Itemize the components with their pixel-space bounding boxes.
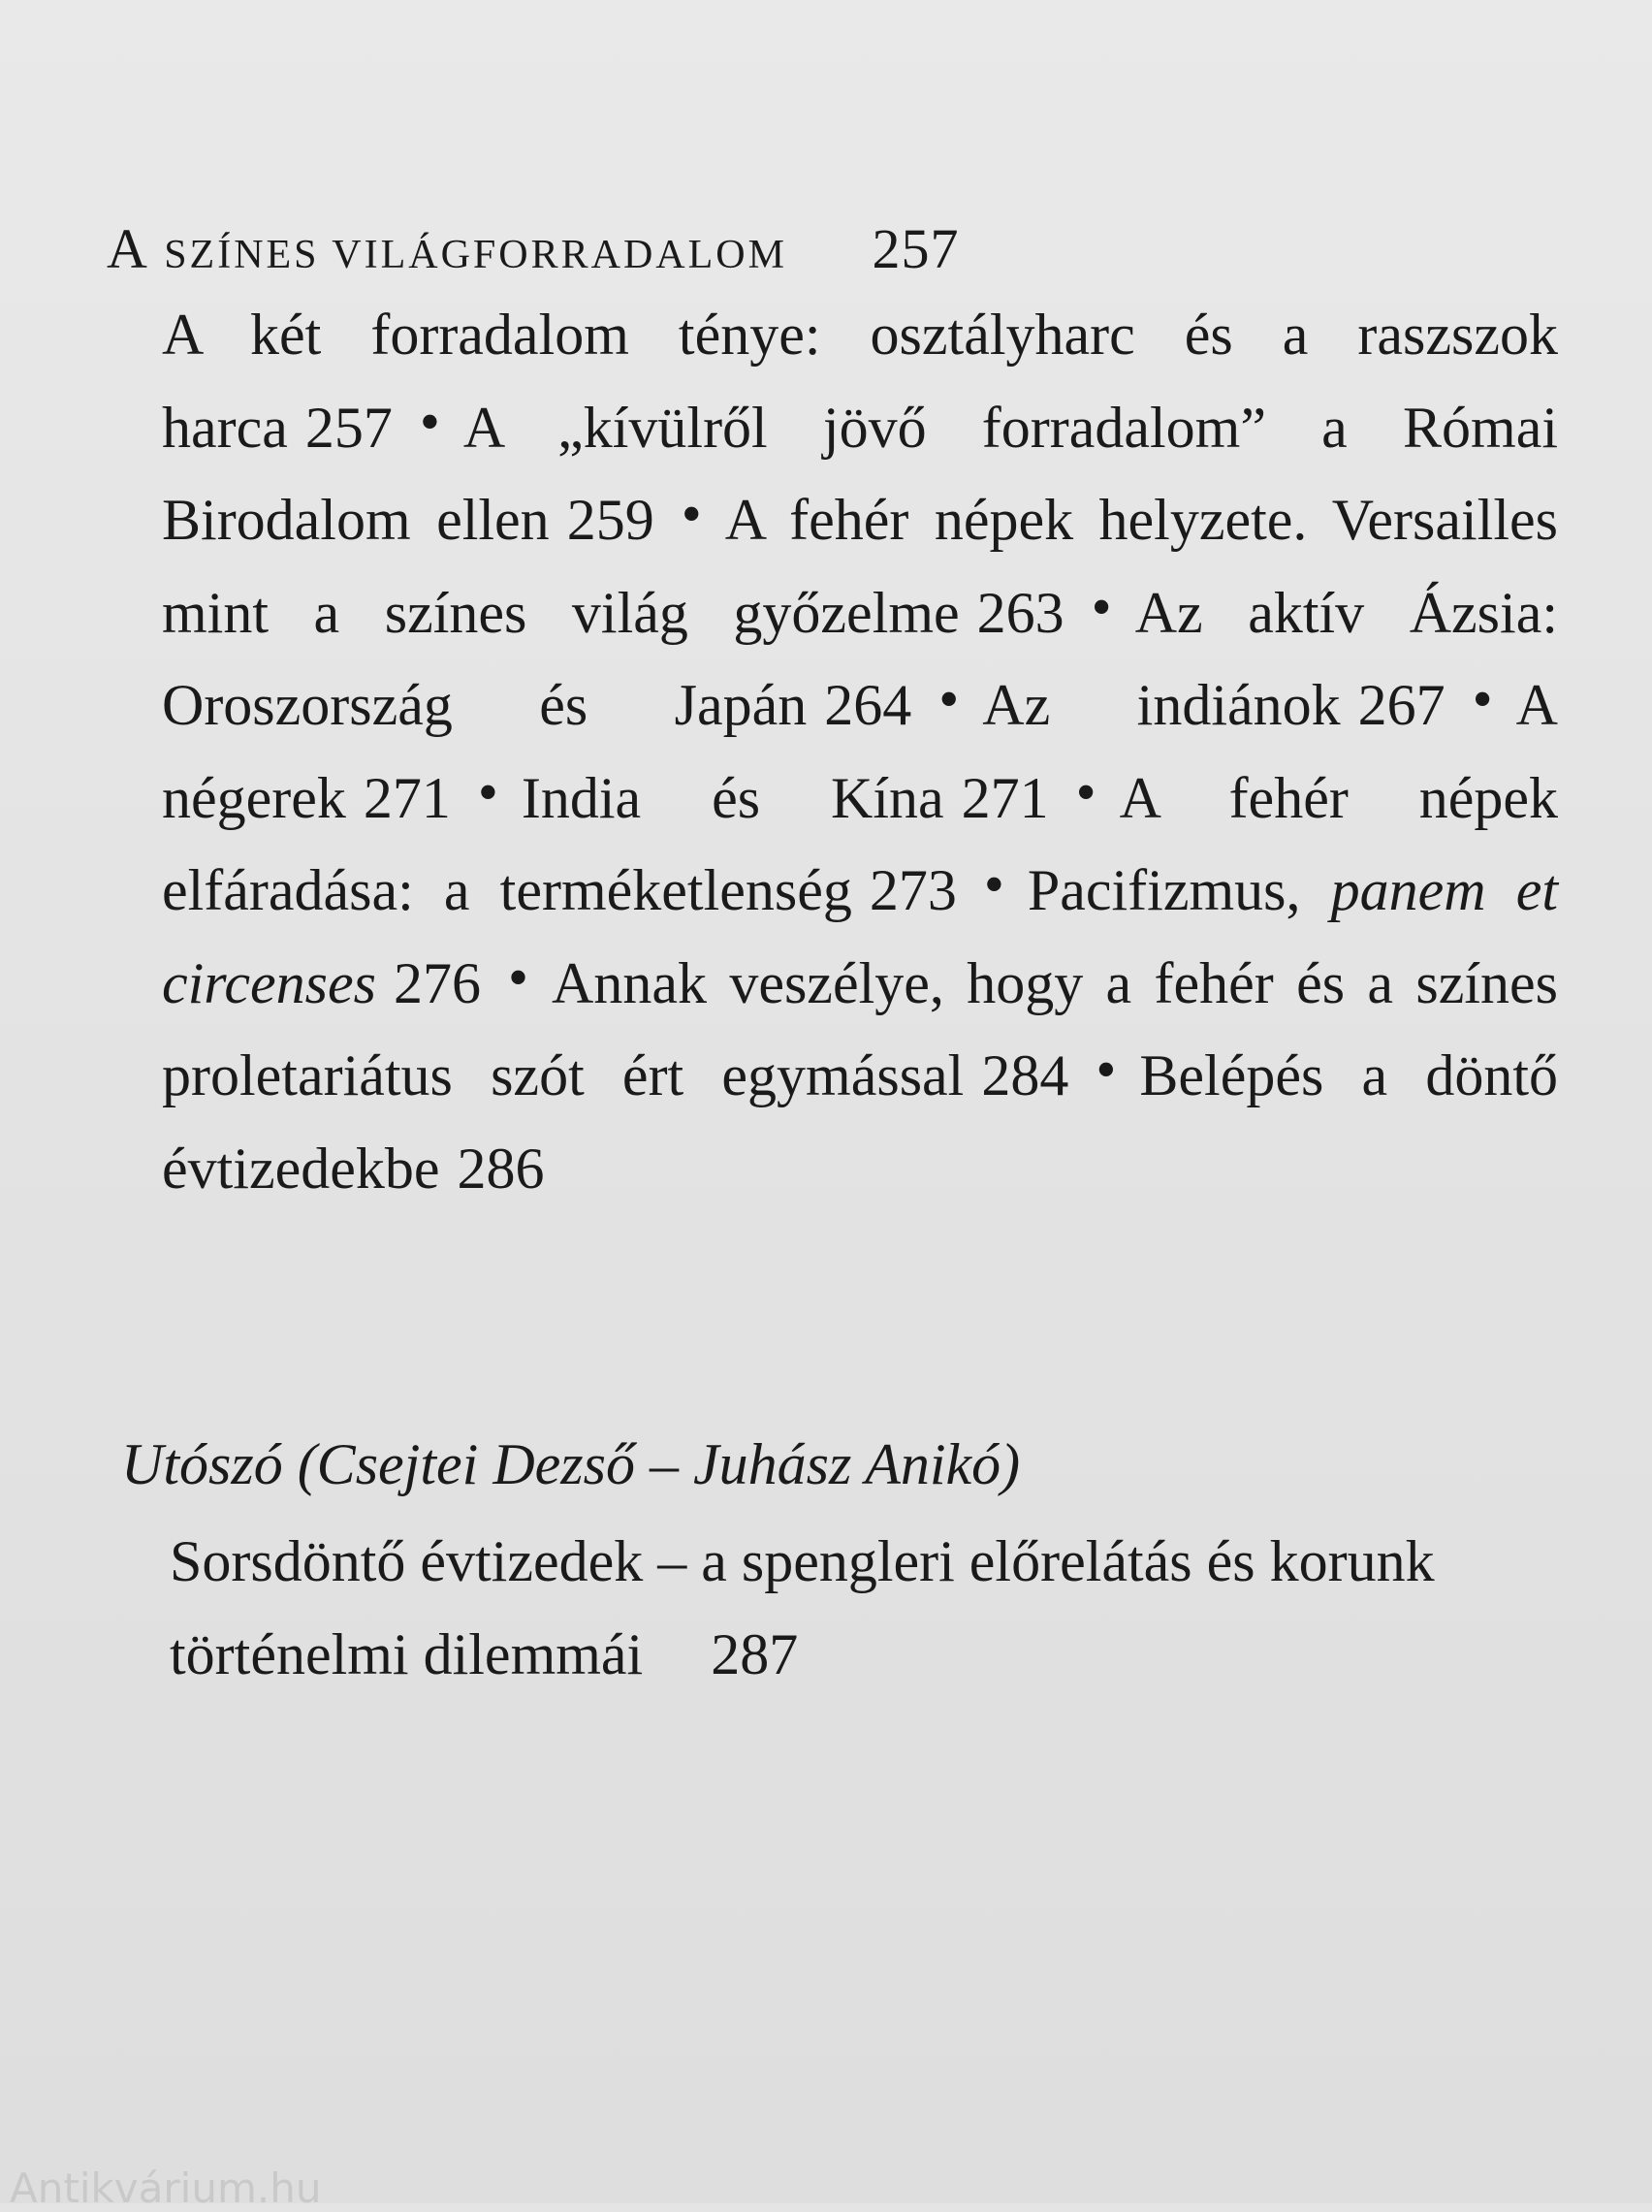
toc-entry: [522, 766, 1049, 830]
toc-entry-page: 273: [869, 858, 957, 922]
bullet-separator: •: [983, 852, 1004, 916]
toc-entry-text: A fehér népek helyzete. Versailles mint a színes világ győzelme: [162, 488, 1558, 645]
afterword-entry: [170, 1515, 1566, 1701]
toc-entry-text: Belépés a döntő évtizedekbe: [162, 1043, 1559, 1201]
toc-entry-page: 267: [1357, 673, 1446, 737]
toc-entry-page: 284: [981, 1043, 1069, 1107]
section-title-initial: A: [107, 217, 147, 280]
toc-entry-text: Pacifizmus,: [1027, 858, 1301, 922]
afterword-title: Utószó (Csejtei Dezső – Juhász Anikó): [121, 1432, 1021, 1496]
watermark: Antikvárium.hu: [10, 2164, 322, 2212]
bullet-separator: •: [419, 389, 440, 454]
toc-entry-page: 271: [961, 765, 1049, 830]
toc-entry-text: A „kívülről jövő forradalom” a Római Birodalom ellen: [162, 395, 1558, 552]
toc-entry-text: A fehér népek elfáradása: a terméketlenség: [162, 765, 1558, 922]
section-contents: [162, 289, 1558, 1215]
toc-entry-page: 276: [394, 950, 482, 1015]
section-title: SZÍNES VILÁGFORRADALOM: [164, 233, 787, 277]
bullet-separator: •: [1096, 1038, 1117, 1102]
toc-entry-page: 263: [976, 580, 1064, 645]
toc-entry-text: India és Kína: [521, 765, 944, 830]
toc-entry-text: A két forradalom ténye: osztályharc és a raszszok harca: [162, 303, 1558, 460]
section-page-number: 257: [872, 217, 960, 280]
afterword-page-number: 287: [711, 1622, 799, 1686]
section-heading: [107, 215, 959, 289]
toc-entry-page: 286: [457, 1136, 545, 1201]
bullet-separator: •: [1091, 574, 1112, 639]
toc-entry-text: A négerek: [162, 673, 1558, 830]
toc-entry-page: 257: [304, 395, 393, 460]
toc-entry-page: 271: [363, 765, 451, 830]
afterword-entry-text: Sorsdöntő évtizedek – a spengleri előrelátás és korunk történelmi dilemmái: [170, 1529, 1435, 1686]
toc-entry-text: Az indiánok: [982, 673, 1341, 737]
toc-entry: [982, 673, 1445, 737]
bullet-separator: •: [1075, 759, 1096, 824]
bullet-separator: •: [938, 667, 960, 731]
toc-entry-text: Az aktív Ázsia: Oroszország és Japán: [162, 580, 1558, 737]
bullet-separator: •: [508, 945, 529, 1010]
bullet-separator: •: [477, 759, 498, 824]
toc-entry-page: 259: [566, 488, 654, 552]
bullet-separator: •: [681, 482, 702, 546]
bullet-separator: •: [1472, 667, 1493, 731]
toc-entry-italic-text: panem et circenses: [162, 858, 1558, 1015]
toc-entry-page: 264: [824, 673, 912, 737]
toc-entry-text: Annak veszélye, hogy a fehér és a színes proletariátus szót ért egymással: [162, 950, 1558, 1107]
